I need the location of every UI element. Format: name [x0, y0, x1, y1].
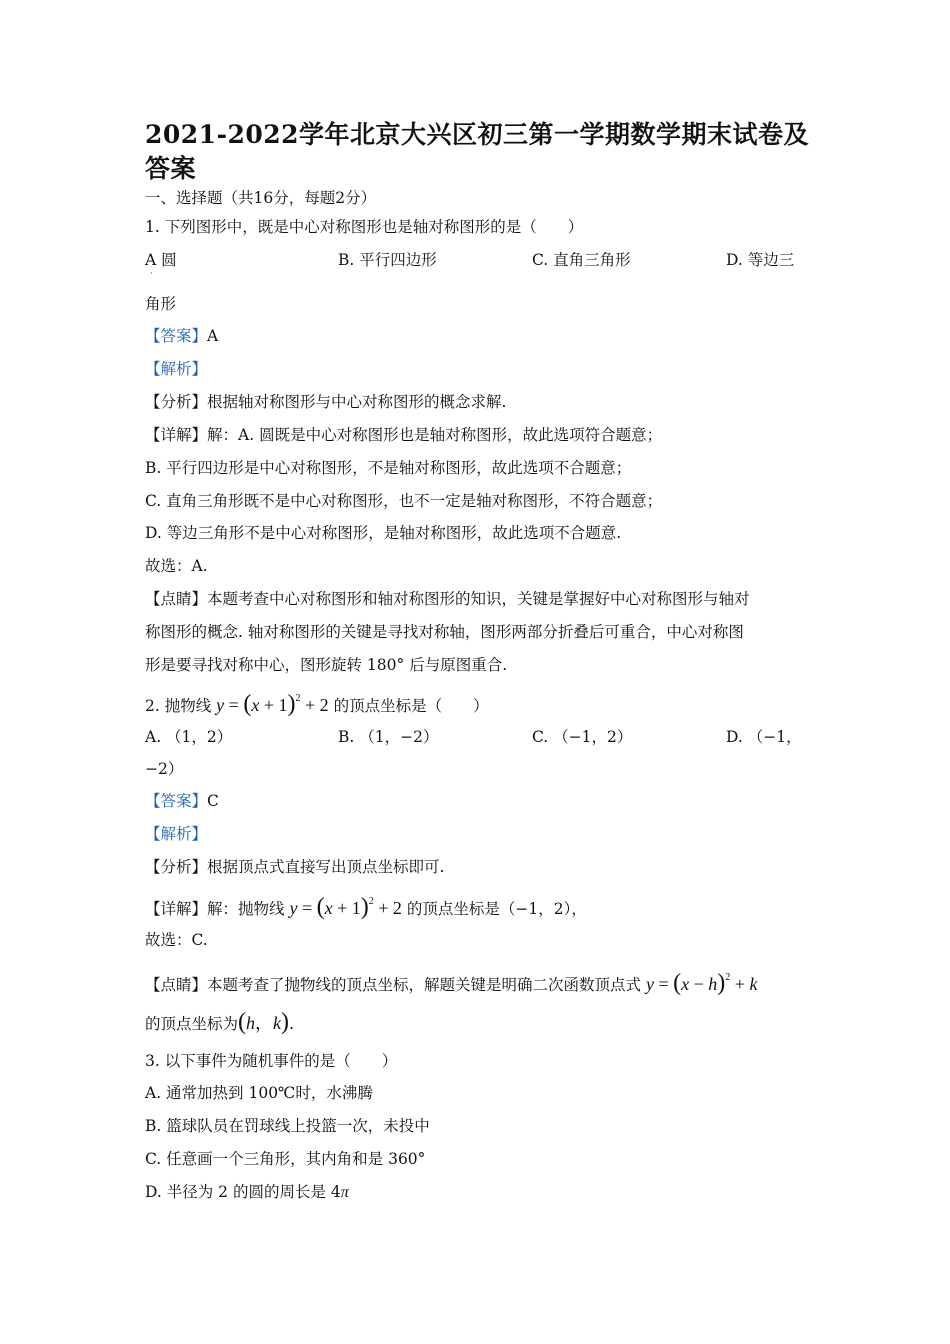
q2-dianjing-1: 【点睛】本题考查了抛物线的顶点坐标，解题关键是明确二次函数顶点式 $y = (x - h)^2 + k$: [145, 970, 758, 996]
q1-line-c: C. 直角三角形既不是中心对称图形，也不一定是轴对称图形，不符合题意；: [145, 492, 663, 510]
q1-answer: [145, 326, 218, 346]
q1-option-d-cont: 角形: [145, 295, 177, 313]
q1-dianjing-2: 称图形的概念. 轴对称图形的关键是寻找对称轴，图形两部分折叠后可重合，中心对称图: [145, 623, 744, 641]
section-heading: 一、选择题（共16分，每题2分）: [145, 189, 377, 207]
q1-option-b: B. 平行四边形: [338, 251, 437, 269]
q1-option-a: A 圆: [145, 251, 177, 269]
q2-formula-2: $y = (x + 1)^2 + 2$: [289, 894, 402, 920]
q2-analysis-tag: 【解析】: [145, 825, 208, 843]
q2-fenxi: 【分析】根据顶点式直接写出顶点坐标即可.: [145, 858, 445, 876]
q2-option-d-cont: −2）: [145, 760, 184, 778]
q2-answer: [145, 791, 219, 811]
q2-option-a: A. （1，2）: [145, 728, 233, 746]
q1-line-b: B. 平行四边形是中心对称图形，不是轴对称图形，故此选项不合题意；: [145, 459, 632, 477]
vertex-coord: (h，k): [238, 1009, 290, 1035]
q2-option-d: D. （−1，: [726, 728, 802, 746]
q1-option-d: D. 等边三: [726, 251, 795, 269]
q1-line-d: D. 等边三角形不是中心对称图形，是轴对称图形，故此选项不合题意.: [145, 524, 622, 542]
doc-title: 2021-2022学年北京大兴区初三第一学期数学期末试卷及答案: [145, 120, 810, 183]
q1-xiangjie: 【详解】解：A. 圆既是中心对称图形也是轴对称图形，故此选项符合题意；: [145, 426, 663, 444]
q1-guxuan: 故选：A.: [145, 557, 208, 575]
q1-dianjing-3: 形是要寻找对称中心，图形旋转 180° 后与原图重合.: [145, 656, 508, 674]
q1-stem: 1. 下列图形中，既是中心对称图形也是轴对称图形的是（ ）: [145, 218, 584, 236]
q2-xiangjie: 【详解】解：抛物线 $y = (x + 1)^2 + 2$ 的顶点坐标是（−1，2），: [145, 894, 587, 920]
q2-option-c: C. （−1，2）: [532, 728, 633, 746]
q3-option-b: B. 篮球队员在罚球线上投篮一次，未投中: [145, 1117, 430, 1135]
q3-option-d: D. 半径为 2 的圆的周长是 4π: [145, 1183, 349, 1201]
answer-tag: 【答案】: [145, 327, 208, 345]
q2-formula: $y = (x + 1)^2 + 2$: [216, 691, 329, 717]
q2-dianjing-2: 的顶点坐标为(h，k).: [145, 1009, 294, 1035]
q2-option-b: B. （1，−2）: [338, 728, 439, 746]
answer-tag: 【答案】: [145, 792, 208, 810]
q2-answer-value: C: [207, 792, 219, 810]
q1-fenxi: 【分析】根据轴对称图形与中心对称图形的概念求解.: [145, 393, 507, 411]
vertex-form-formula: $y = (x - h)^2 + k$: [645, 970, 758, 996]
q2-guxuan: 故选：C.: [145, 931, 208, 949]
q1-answer-value: A: [207, 327, 219, 345]
q1-dianjing-1: 【点睛】本题考查中心对称图形和轴对称图形的知识，关键是掌握好中心对称图形与轴对: [145, 590, 750, 608]
q1-option-c: C. 直角三角形: [532, 251, 631, 269]
q3-option-c: C. 任意画一个三角形，其内角和是 360°: [145, 1150, 426, 1168]
q3-stem: 3. 以下事件为随机事件的是（ ）: [145, 1052, 398, 1070]
q3-option-a: A. 通常加热到 100℃时，水沸腾: [145, 1084, 373, 1102]
stray-dot: ·: [150, 269, 153, 278]
q1-analysis-tag: 【解析】: [145, 360, 208, 378]
q2-stem: 2. 抛物线 $y = (x + 1)^2 + 2$ 的顶点坐标是（ ）: [145, 691, 489, 717]
